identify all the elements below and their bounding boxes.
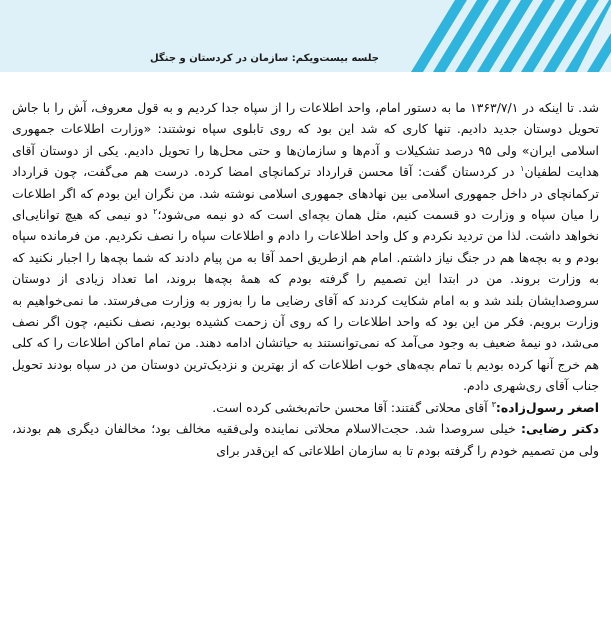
footnote-ref-1: ۱ — [520, 164, 525, 174]
speaker-rezaei: دکتر رضایی: — [521, 421, 599, 437]
speaker-rasoulzadeh: اصغر رسول‌زاده: — [495, 399, 599, 415]
paragraph-1-text-c: دو نیمی که هیچ توانایی‌ای نخواهد داشت. لذا من تردید نکردم و کل واحد اطلاعات را دادم و اطلاعات سپاه را نصف نکردیم. من فرمانده سپاه بودم و به بچه‌ها هم در جنگ نیاز داشتم. امام هم ازطریق احمد آقا به من پیام دادند که شما بچه‌ها را اجبار نکنید که به وزارت بروند. من در ابتدا این تصمیم را گرفته بودم که همهٔ بچه‌ها بروند، اما تعداد زیادی از دوستان سروصدایشان بلند شد و به امام شکایت کردند که آقای رضایی ما را به‌زور به وزارت می‌فرستد. ما نمی‌خواهیم به وزارت برویم. فکر من این بود که واحد اطلاعات را که روی آن زحمت کشیده بودیم، نصف نکنیم، چون اگر نصف می‌شد، دو نیمهٔ ضعیف به وجود می‌آمد که نمی‌توانستند به حیاتشان ادامه دهند. من تمام اماکن اطلاعات را که کلی هم خرج آنها کرده بودیم با تمام بچه‌های خوب اطلاعات که از بهترین و نزدیک‌ترین دوستان من در سپاه بودند تحویل جناب آقای ری‌شهری دادم. — [12, 207, 599, 394]
header-stripes — [371, 0, 611, 72]
header-band — [0, 0, 611, 72]
paragraph-2 — [12, 397, 599, 418]
paragraph-3 — [12, 418, 599, 461]
footnote-ref-3: ۳ — [491, 399, 496, 409]
paragraph-2-text: آقای محلاتی گفتند: آقا محسن حاتم‌بخشی کرده است. — [212, 399, 492, 415]
paragraph-1-text-b: در کردستان گفت: آقا محسن قرارداد ترکمانچای امضا کرده. درست هم می‌گفت، چون قرارداد ترکمانچای در داخل جمهوری اسلامی بین نهادهای جمهوری اسلامی نوشته شد. من نگران این بودم که اگر اطلاعات را میان سپاه و وزارت دو قسمت کنیم، مثل همان بچه‌ای است که دو نیمه می‌شود؛ — [12, 164, 599, 223]
footnote-ref-2: ۲ — [153, 206, 158, 216]
paragraph-1 — [12, 97, 599, 397]
page-body — [12, 97, 599, 461]
running-head: جلسه بیست‌ویکم: سازمان در کردستان و جنگل — [150, 53, 379, 64]
paragraph-3-text: خیلی سروصدا شد. حجت‌الاسلام محلاتی نماینده ولی‌فقیه مخالف بود؛ مخالفان دیگری هم بودند، ولی من تصمیم خودم را گرفته بودم تا به سازمان اطلاعاتی که این‌قدر برای — [12, 421, 599, 458]
paragraph-1-text-a: شد. تا اینکه در ۱۳۶۳/۷/۱ ما به دستور امام، واحد اطلاعات را از سپاه جدا کردیم و به قول معروف، آش را با جاش تحویل دوستان جدید دادیم. تنها کاری که شد این بود که روی تابلوی سپاه نوشتند: «وزارت اطلاعات جمهوری اسلامی ایران» ولی ۹۵ درصد تشکیلات و آدم‌ها و سازمان‌ها و حتی محل‌ها را تحویل دادیم. یکی از دوستان آقای هدایت لطفیان — [12, 100, 600, 180]
